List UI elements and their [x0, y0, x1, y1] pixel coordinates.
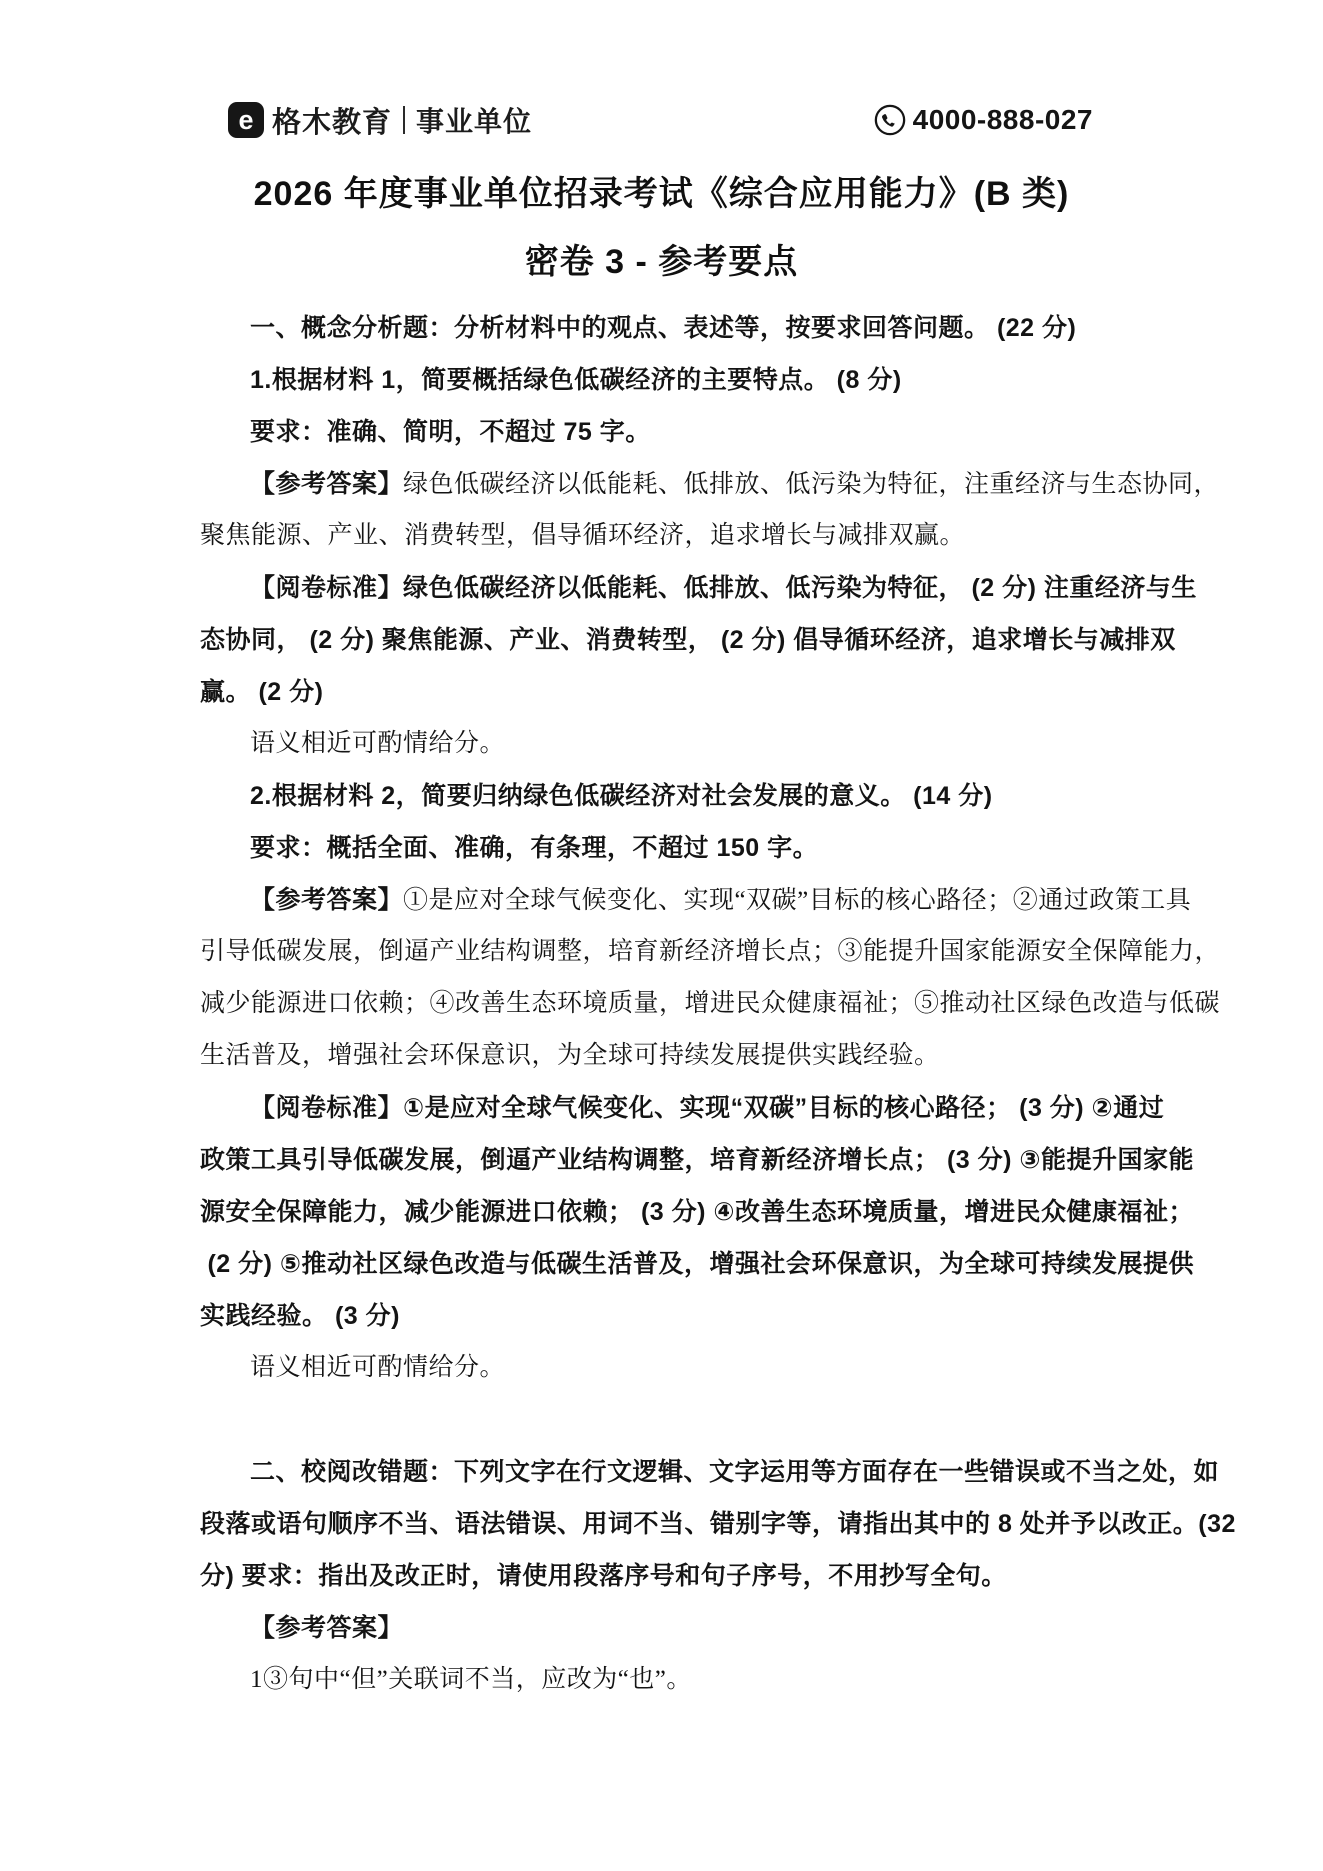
- answer-label: 【参考答案】: [250, 470, 404, 498]
- text-line: 【参考答案】: [250, 1614, 404, 1642]
- doc-title-line2: 密卷 3 - 参考要点: [524, 243, 799, 281]
- text-line: 要求：概括全面、准确，有条理，不超过 150 字。: [250, 834, 819, 862]
- text-line: 要求：准确、简明，不超过 75 字。: [250, 418, 651, 446]
- text-line: 引导低碳发展，倒逼产业结构调整，培育新经济增长点；③能提升国家能源安全保障能力，: [200, 938, 1221, 965]
- contact-phone: [874, 104, 1093, 136]
- brand-divider: [403, 106, 405, 134]
- page-header: [228, 100, 1093, 140]
- phone-number: 4000-888-027: [912, 104, 1093, 135]
- text-line: 分) 要求：指出及改正时，请使用段落序号和句子序号，不用抄写全句。: [200, 1562, 1007, 1590]
- text-line: 【阅卷标准】绿色低碳经济以低能耗、低排放、低污染为特征， (2 分) 注重经济与生: [250, 574, 1197, 602]
- doc-title-line1: 2026 年度事业单位招录考试《综合应用能力》(B 类): [253, 175, 1070, 213]
- text-line: 二、校阅改错题：下列文字在行文逻辑、文字运用等方面存在一些错误或不当之处，如: [250, 1458, 1220, 1486]
- text-line: 源安全保障能力，减少能源进口依赖； (3 分) ④改善生态环境质量，增进民众健康福祉；: [200, 1198, 1195, 1226]
- brand-subtitle: 事业单位: [416, 106, 533, 137]
- text-line: 【参考答案】绿色低碳经济以低能耗、低排放、低污染为特征，注重经济与生态协同，: [250, 470, 1220, 498]
- text-line: 1③句中“但”关联词不当，应改为“也”。: [250, 1666, 692, 1693]
- text-line: 态协同， (2 分) 聚焦能源、产业、消费转型， (2 分) 倡导循环经济，追求增长与减排双: [200, 626, 1176, 654]
- text-line: 赢。 (2 分): [200, 678, 324, 706]
- document-body: [200, 302, 1235, 1706]
- text-line: (2 分) ⑤推动社区绿色改造与低碳生活普及，增强社会环保意识，为全球可持续发展提供: [200, 1250, 1195, 1278]
- text-line: 段落或语句顺序不当、语法错误、用词不当、错别字等，请指出其中的 8 处并予以改正。(32: [200, 1510, 1236, 1538]
- text-line: 减少能源进口依赖；④改善生态环境质量，增进民众健康福祉；⑤推动社区绿色改造与低碳: [200, 990, 1221, 1017]
- phone-icon: [874, 104, 906, 136]
- text-line: 生活普及，增强社会环保意识，为全球可持续发展提供实践经验。: [200, 1042, 940, 1069]
- brand-logo: [228, 100, 532, 141]
- text-line: 【阅卷标准】①是应对全球气候变化、实现“双碳”目标的核心路径； (3 分) ②通过: [250, 1094, 1165, 1122]
- text-line: 【参考答案】①是应对全球气候变化、实现“双碳”目标的核心路径；②通过政策工具: [250, 886, 1192, 914]
- text-line: 2.根据材料 2，简要归纳绿色低碳经济对社会发展的意义。 (14 分): [250, 782, 993, 810]
- text-line: 聚焦能源、产业、消费转型，倡导循环经济，追求增长与减排双赢。: [200, 522, 966, 549]
- text-line: 语义相近可酌情给分。: [250, 1354, 506, 1381]
- answer-label: 【参考答案】: [250, 886, 404, 914]
- text-line: 政策工具引导低碳发展，倒逼产业结构调整，培育新经济增长点； (3 分) ③能提升国家能: [200, 1146, 1195, 1174]
- text-line: 实践经验。 (3 分): [200, 1302, 400, 1330]
- brand-name: 格木教育: [272, 106, 393, 139]
- text-line: 1.根据材料 1，简要概括绿色低碳经济的主要特点。 (8 分): [250, 366, 902, 394]
- text-line: 语义相近可酌情给分。: [250, 730, 506, 757]
- text-line: 一、概念分析题：分析材料中的观点、表述等，按要求回答问题。 (22 分): [250, 314, 1077, 342]
- document-title: [0, 172, 1323, 284]
- gemu-logo-icon: e: [228, 102, 264, 138]
